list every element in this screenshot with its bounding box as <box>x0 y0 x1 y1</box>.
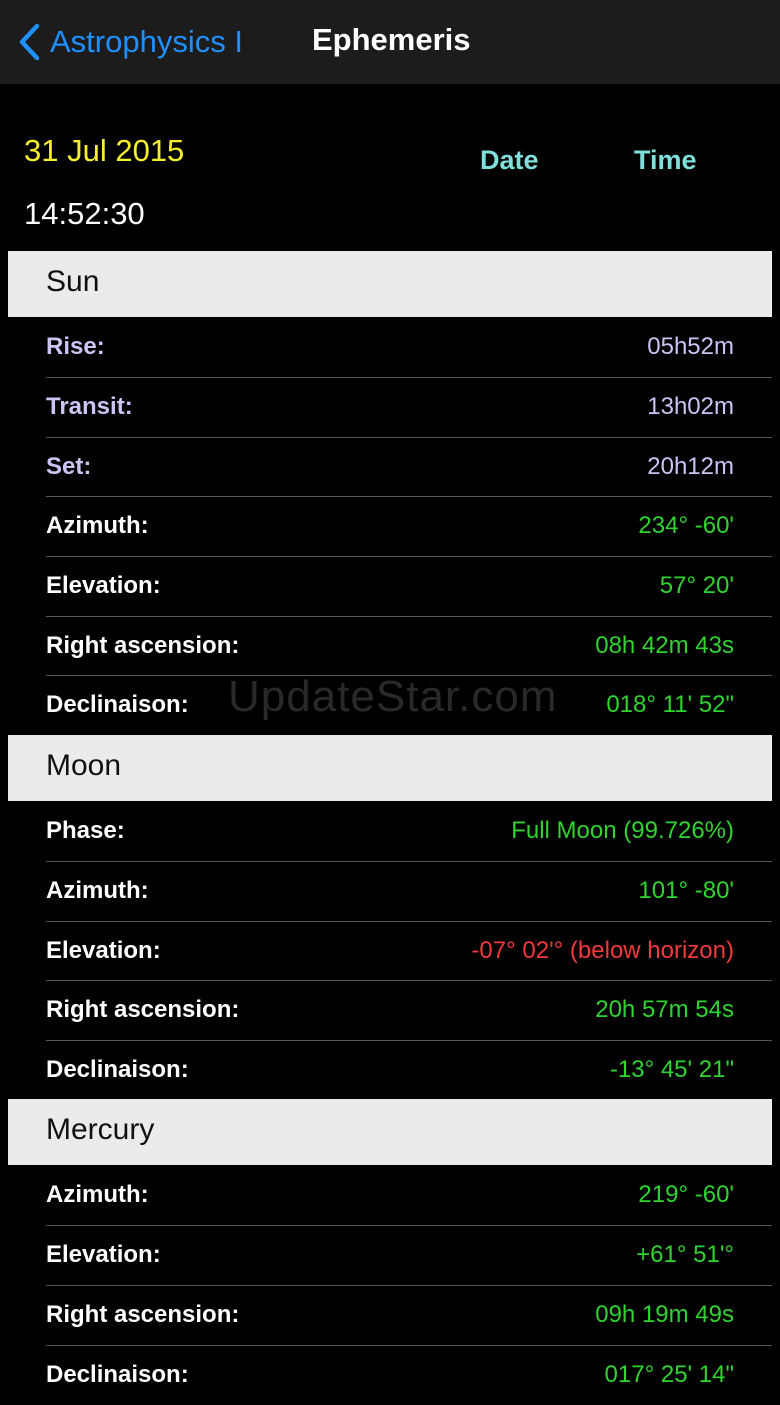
row-value: 08h 42m 43s <box>595 632 734 659</box>
row-sun-rise <box>46 318 772 378</box>
row-moon-declination <box>46 1040 772 1100</box>
date-button[interactable]: Date <box>480 145 539 175</box>
current-time: 14:52:30 <box>24 196 145 231</box>
row-label: Right ascension: <box>46 996 240 1023</box>
row-label: Transit: <box>46 393 133 420</box>
page-title: Ephemeris <box>312 22 471 57</box>
row-moon-azimuth <box>46 861 772 921</box>
row-value: -13° 45' 21" <box>609 1056 734 1083</box>
row-value: 017° 25' 14" <box>604 1361 734 1388</box>
row-label: Right ascension: <box>46 1301 240 1328</box>
row-label: Set: <box>46 453 92 480</box>
row-label: Azimuth: <box>46 877 149 904</box>
row-label: Elevation: <box>46 572 161 599</box>
row-value: 20h 57m 54s <box>595 996 734 1023</box>
section-title: Sun <box>46 265 100 298</box>
current-date: 31 Jul 2015 <box>24 133 185 168</box>
row-mercury-azimuth <box>46 1166 772 1226</box>
row-value: -07° 02'° (below horizon) <box>471 937 734 964</box>
row-label: Elevation: <box>46 1241 161 1268</box>
navigation-bar <box>0 0 780 84</box>
row-label: Rise: <box>46 333 105 360</box>
row-sun-right-ascension <box>46 616 772 676</box>
row-label: Azimuth: <box>46 512 149 539</box>
row-label: Azimuth: <box>46 1181 149 1208</box>
back-button[interactable] <box>18 20 243 64</box>
chevron-left-icon <box>18 23 40 61</box>
row-value: 05h52m <box>647 333 734 360</box>
row-label: Declinaison: <box>46 1361 189 1388</box>
row-label: Phase: <box>46 817 125 844</box>
row-value: 018° 11' 52" <box>606 691 734 718</box>
row-sun-transit <box>46 377 772 437</box>
row-value: 101° -80' <box>638 877 734 904</box>
row-label: Right ascension: <box>46 632 240 659</box>
time-button[interactable]: Time <box>634 145 697 175</box>
row-label: Elevation: <box>46 937 161 964</box>
section-header-moon <box>8 735 772 801</box>
watermark: UpdateStar.com <box>228 672 558 721</box>
row-value: 13h02m <box>647 393 734 420</box>
back-button-label: Astrophysics I <box>50 24 243 59</box>
section-header-sun <box>8 251 772 317</box>
row-sun-elevation <box>46 556 772 616</box>
row-sun-set <box>46 437 772 497</box>
row-label: Declinaison: <box>46 691 189 718</box>
row-value: Full Moon (99.726%) <box>511 817 734 844</box>
row-moon-phase <box>46 802 772 862</box>
row-mercury-right-ascension <box>46 1285 772 1345</box>
row-moon-right-ascension <box>46 980 772 1040</box>
section-title: Mercury <box>46 1113 155 1146</box>
row-value: 09h 19m 49s <box>595 1301 734 1328</box>
row-moon-elevation <box>46 921 772 981</box>
row-sun-azimuth <box>46 496 772 556</box>
row-mercury-elevation <box>46 1225 772 1285</box>
row-mercury-declination <box>46 1345 772 1405</box>
row-value: 219° -60' <box>638 1181 734 1208</box>
section-header-mercury <box>8 1099 772 1165</box>
row-label: Declinaison: <box>46 1056 189 1083</box>
row-value: +61° 51'° <box>636 1241 734 1268</box>
row-value: 20h12m <box>647 453 734 480</box>
section-title: Moon <box>46 749 122 782</box>
row-value: 234° -60' <box>638 512 734 539</box>
row-value: 57° 20' <box>659 572 734 599</box>
